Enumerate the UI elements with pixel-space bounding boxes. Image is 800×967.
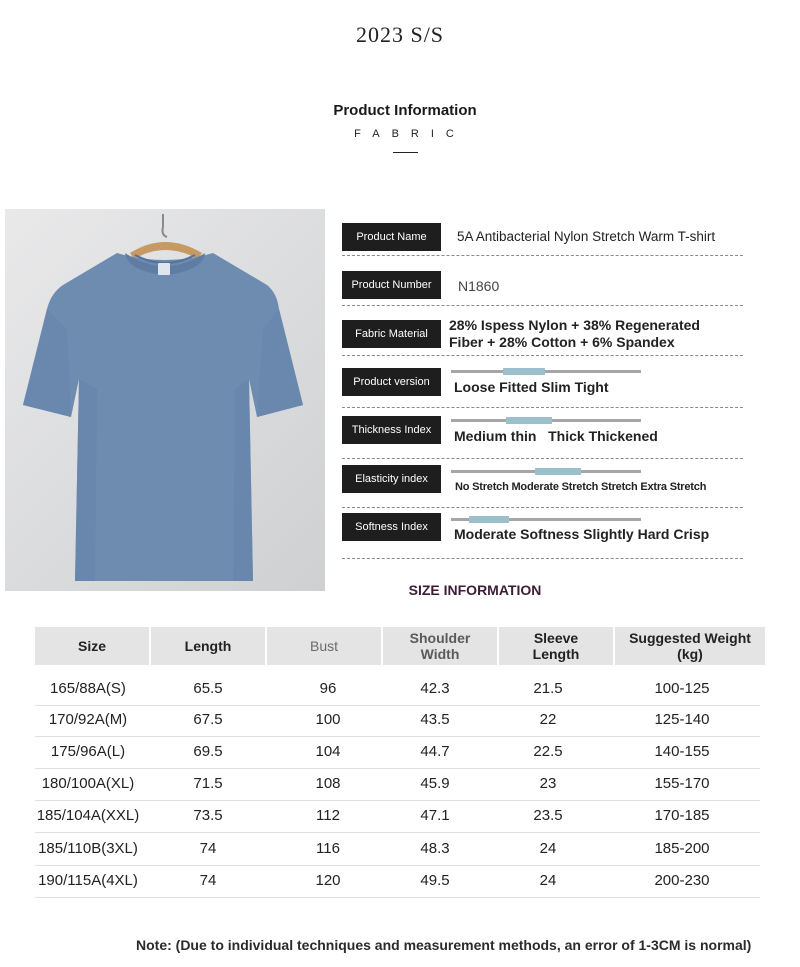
cell-shoulder: 48.3 xyxy=(420,840,450,857)
table-row xyxy=(35,674,760,706)
label-product-number: Product Number xyxy=(342,271,441,299)
cell-weight: 100-125 xyxy=(654,680,710,697)
row-product-number xyxy=(342,271,743,306)
cell-size: 180/100A(XL) xyxy=(41,775,135,792)
label-thickness: Thickness Index xyxy=(342,416,441,444)
section-subtitle: FABRIC xyxy=(354,128,466,140)
thickness-scale-track xyxy=(451,419,641,422)
row-softness xyxy=(342,513,743,559)
cell-bust: 100 xyxy=(315,711,341,728)
label-elasticity: Elasticity index xyxy=(342,465,441,493)
table-row xyxy=(35,737,760,769)
cell-weight: 200-230 xyxy=(654,872,710,889)
cell-weight: 140-155 xyxy=(654,743,710,760)
cell-length: 67.5 xyxy=(193,711,223,728)
cell-size: 165/88A(S) xyxy=(50,680,126,697)
thickness-scale-marker xyxy=(506,417,552,424)
season-heading: 2023 S/S xyxy=(355,22,445,47)
cell-weight: 185-200 xyxy=(654,840,710,857)
cell-bust: 120 xyxy=(315,872,341,889)
header-shoulder-line1: Shoulder xyxy=(409,630,471,646)
title-underline xyxy=(393,152,418,153)
softness-scale-track xyxy=(451,518,641,521)
table-row xyxy=(35,866,760,898)
table-row xyxy=(35,769,760,801)
cell-size: 170/92A(M) xyxy=(48,711,128,728)
cell-shoulder: 47.1 xyxy=(420,807,450,824)
cell-length: 65.5 xyxy=(193,680,223,697)
value-fabric-material xyxy=(449,317,700,351)
version-scale-labels: Loose Fitted Slim Tight xyxy=(454,379,609,395)
elasticity-scale-track xyxy=(451,470,641,473)
header-size: Size xyxy=(35,627,149,665)
cell-sleeve: 22 xyxy=(539,711,557,728)
cell-shoulder: 42.3 xyxy=(420,680,450,697)
cell-size: 185/110B(3XL) xyxy=(38,840,138,857)
measurement-note: Note: (Due to individual techniques and measurement methods, an error of 1-3CM is normal) xyxy=(136,937,752,953)
thickness-scale-labels xyxy=(454,428,658,444)
value-product-number: N1860 xyxy=(458,278,500,294)
cell-sleeve: 23 xyxy=(539,775,557,792)
label-product-version: Product version xyxy=(342,368,441,396)
size-table-header xyxy=(35,627,765,665)
elasticity-scale-labels: No Stretch Moderate Stretch Stretch Extra Stretch xyxy=(455,481,707,493)
tshirt-illustration xyxy=(5,209,325,591)
header-length: Length xyxy=(151,627,265,665)
row-elasticity xyxy=(342,465,743,508)
fabric-line-1: 28% Ispess Nylon + 38% Regenerated xyxy=(449,317,700,333)
softness-scale-marker xyxy=(469,516,509,523)
cell-sleeve: 23.5 xyxy=(533,807,563,824)
row-fabric-material xyxy=(342,319,743,356)
product-photo xyxy=(5,209,325,591)
cell-length: 69.5 xyxy=(193,743,223,760)
cell-shoulder: 49.5 xyxy=(420,872,450,889)
header-suggested-weight: Suggested Weight (kg) xyxy=(615,627,765,665)
cell-size: 190/115A(4XL) xyxy=(38,872,138,889)
value-product-name: 5A Antibacterial Nylon Stretch Warm T-shirt xyxy=(457,229,716,244)
cell-bust: 116 xyxy=(316,840,340,857)
header-shoulder-width xyxy=(383,627,497,665)
header-sleeve-line2: Length xyxy=(532,646,580,662)
size-information-title: SIZE INFORMATION xyxy=(408,582,542,598)
header-bust: Bust xyxy=(267,627,381,665)
cell-shoulder: 43.5 xyxy=(420,711,450,728)
row-product-name xyxy=(342,223,743,256)
cell-sleeve: 21.5 xyxy=(533,680,563,697)
cell-length: 74 xyxy=(199,872,217,889)
fabric-line-2: Fiber + 28% Cotton + 6% Spandex xyxy=(449,334,675,350)
cell-sleeve: 24 xyxy=(539,872,557,889)
version-scale-track xyxy=(451,370,641,373)
cell-sleeve: 24 xyxy=(539,840,557,857)
cell-shoulder: 45.9 xyxy=(420,775,450,792)
cell-sleeve: 22.5 xyxy=(533,743,563,760)
table-row xyxy=(35,834,760,866)
cell-weight: 125-140 xyxy=(654,711,710,728)
label-softness: Softness Index xyxy=(342,513,441,541)
cell-bust: 104 xyxy=(315,743,341,760)
cell-weight: 155-170 xyxy=(654,775,710,792)
cell-length: 71.5 xyxy=(193,775,223,792)
version-scale-marker xyxy=(503,368,545,375)
section-title: Product Information xyxy=(333,102,477,119)
thickness-label-a: Medium thin xyxy=(454,428,537,444)
cell-shoulder: 44.7 xyxy=(420,743,450,760)
header-sleeve-line1: Sleeve xyxy=(533,630,579,646)
cell-bust: 108 xyxy=(315,775,341,792)
cell-length: 74 xyxy=(199,840,217,857)
row-product-version xyxy=(342,368,743,408)
elasticity-scale-marker xyxy=(535,468,581,475)
cell-size: 175/96A(L) xyxy=(50,743,126,760)
softness-scale-labels: Moderate Softness Slightly Hard Crisp xyxy=(454,526,710,542)
table-row xyxy=(35,705,760,737)
table-row xyxy=(35,801,760,833)
header-shoulder-line2: Width xyxy=(420,646,460,662)
cell-weight: 170-185 xyxy=(654,807,710,824)
thickness-label-b: Thick Thickened xyxy=(548,428,658,444)
label-product-name: Product Name xyxy=(342,223,441,251)
label-fabric-material: Fabric Material xyxy=(342,320,441,348)
cell-size: 185/104A(XXL) xyxy=(36,807,140,824)
row-thickness xyxy=(342,416,743,459)
header-sleeve-length xyxy=(499,627,613,665)
cell-bust: 96 xyxy=(319,680,337,697)
cell-length: 73.5 xyxy=(193,807,223,824)
cell-bust: 112 xyxy=(316,807,340,824)
